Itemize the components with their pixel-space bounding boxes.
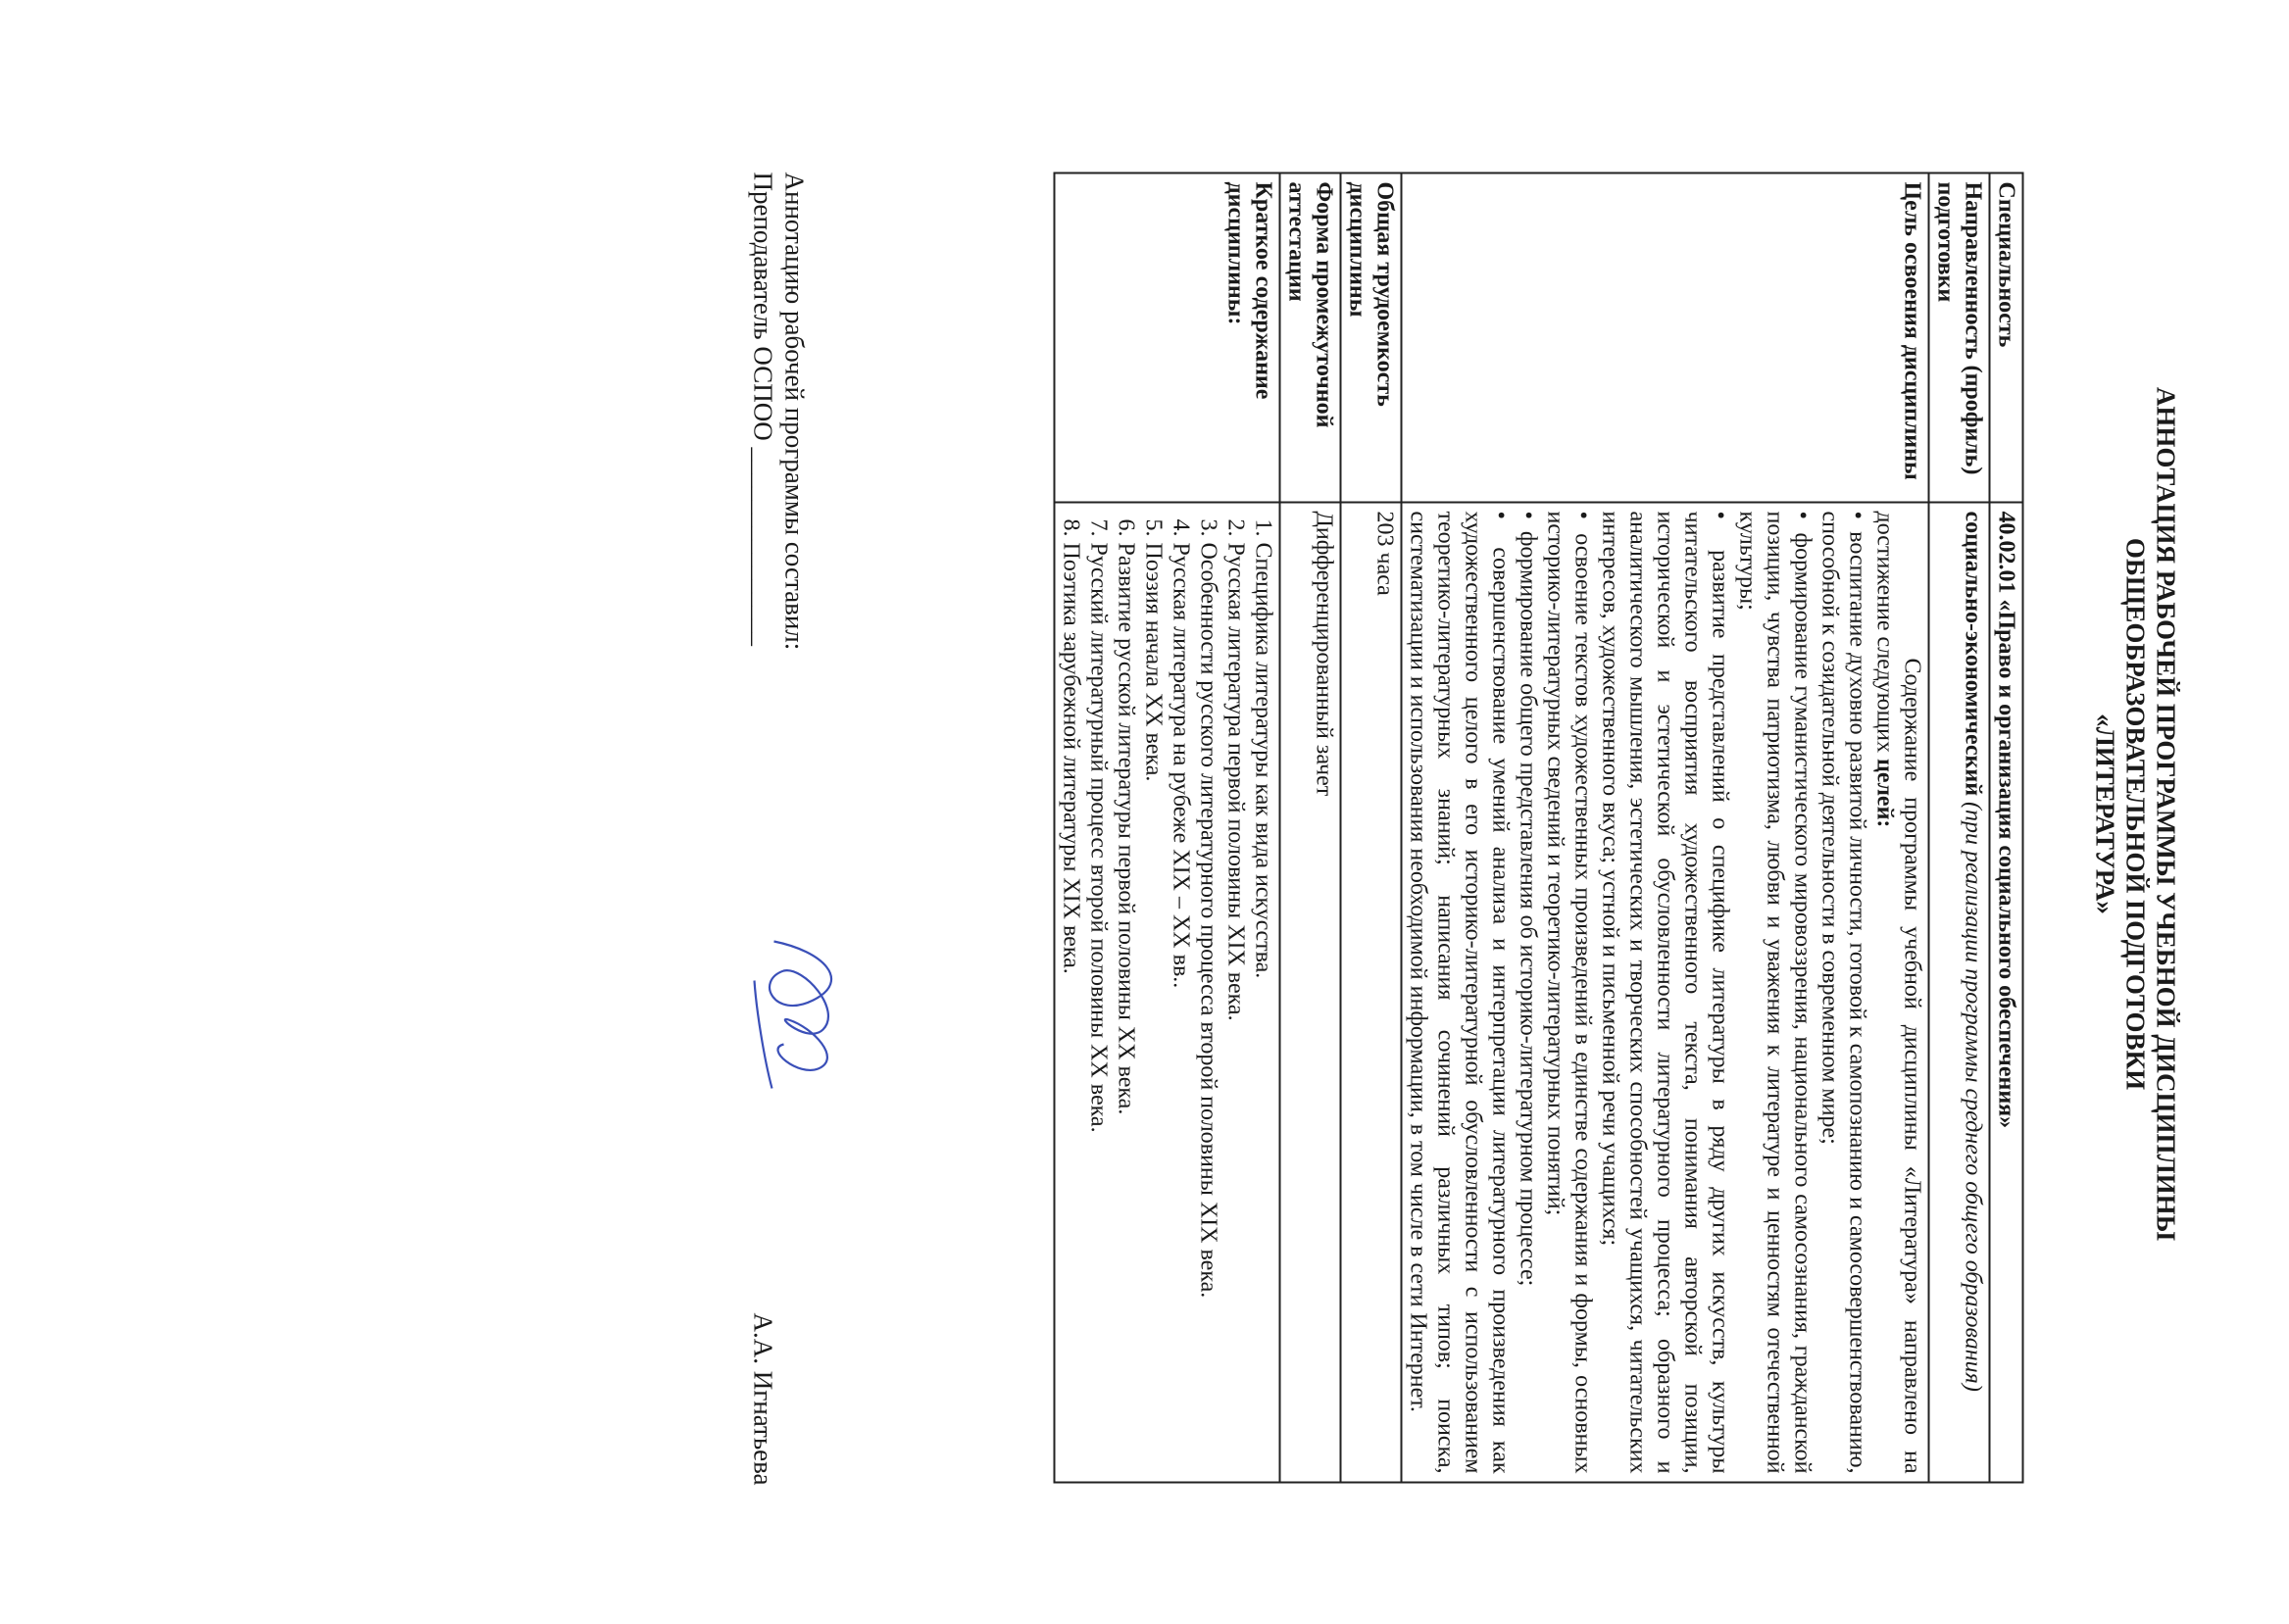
specialty-label: Специальность xyxy=(1990,173,2023,503)
annotation-table xyxy=(1054,172,2024,1484)
table-row-assessment xyxy=(1280,173,1341,1483)
specialty-value: 40.02.01 «Право и организация социального обеспечения» xyxy=(1990,503,2023,1483)
assessment-value: Дифференцированный зачет xyxy=(1280,503,1341,1483)
title-line-1: АННОТАЦИЯ РАБОЧЕЙ ПРОГРАММЫ УЧЕБНОЙ ДИСЦИПЛИНЫ xyxy=(2151,386,2181,1242)
topic-item: 2. Русская литература первой половины XIX века. xyxy=(1222,543,1250,1474)
goal-item: • развитие представлений о специфике литературы в ряду других искусств, культуры читательского восприятия художественного текста, понимания авторской позиции, исторической и эстетической обусловленности литературного процесса; образного и аналитического мышления, эстетических и творческих способностей учащихся, читательских интересов, художественного вкуса; устной и письменной речи учащихся; xyxy=(1597,512,1734,1474)
profile-label: Направленность (профиль) подготовки xyxy=(1929,173,1990,503)
topics-list xyxy=(1058,512,1277,1474)
content-label: Краткое содержание дисциплины: xyxy=(1055,173,1280,503)
table-row-profile xyxy=(1929,173,1990,1483)
footer xyxy=(748,172,811,1486)
topic-item: 8. Поэтика зарубежной литературы XIX века. xyxy=(1058,543,1085,1474)
teacher-line xyxy=(748,172,779,1486)
workload-label: Общая трудоемкость дисциплины xyxy=(1341,173,1402,503)
profile-value-main: социально-экономический xyxy=(1960,511,1986,797)
title-line-2: ОБЩЕОБРАЗОВАТЕЛЬНОЙ ПОДГОТОВКИ xyxy=(2120,537,2151,1091)
goals-list xyxy=(1405,512,1871,1474)
content-value xyxy=(1055,503,1280,1483)
goal-item: • совершенствование умений анализа и интерпретации литературного произведения как художественного целого в его историко-литературной обусловленности с использованием теоретико-литературных знаний; написания сочинений различных типов; поиска, систематизации и использования необходимой информации, в том числе в сети Интернет. xyxy=(1405,512,1515,1474)
assessment-label: Форма промежуточной аттестации xyxy=(1280,173,1341,503)
goal-intro xyxy=(1871,512,1926,1474)
goal-item: • формирование общего представления об историко-литературном процессе; xyxy=(1515,512,1542,1474)
teacher-position xyxy=(748,172,779,646)
topic-item: 5. Поэзия начала XX века. xyxy=(1140,543,1168,1474)
workload-value: 203 часа xyxy=(1341,503,1402,1483)
document-page xyxy=(0,1,2289,1624)
goal-item: • освоение текстов художественных произведений в единстве содержания и формы, основных историко-литературных сведений и теоретико-литературных понятий; xyxy=(1542,512,1597,1474)
profile-value-note: (при реализации программы среднего общего образования) xyxy=(1960,802,1986,1392)
table-row-workload xyxy=(1341,173,1402,1483)
topic-item: 4. Русская литература на рубеже XIX – XX вв.. xyxy=(1168,543,1195,1474)
teacher-label: Преподаватель ОСПОО xyxy=(748,172,778,441)
document-title xyxy=(2090,148,2181,1481)
signature-blank: _______________ xyxy=(748,447,778,646)
goal-value xyxy=(1402,503,1929,1483)
table-row-specialty xyxy=(1990,173,2023,1483)
table-row-goal xyxy=(1402,173,1929,1483)
topic-item: 6. Развитие русской литературы первой половины XX века. xyxy=(1113,543,1140,1474)
title-line-3: «ЛИТЕРАТУРА» xyxy=(2090,714,2120,914)
topic-item: 1. Специфика литературы как вида искусства. xyxy=(1250,543,1277,1474)
goal-item: • воспитание духовно развитой личности, готовой к самопознанию и самосовершенствованию, способной к созидательной деятельности в современном мире; xyxy=(1816,512,1871,1474)
profile-value xyxy=(1929,503,1990,1483)
goal-label: Цель освоения дисциплины xyxy=(1402,173,1929,503)
teacher-name: А.А. Игнатьева xyxy=(748,1312,778,1486)
compiled-by: Аннотацию рабочей программы составил: xyxy=(779,172,810,651)
table-row-content xyxy=(1055,173,1280,1483)
goal-intro-bold: целей: xyxy=(1871,758,1898,828)
goal-intro-text: Содержание программы учебной дисциплины «Литература» направлено на достижение следующих xyxy=(1871,511,1925,1474)
topic-item: 7. Русский литературный процесс второй половины XX века. xyxy=(1085,543,1113,1474)
goal-item: • формирование гуманистического мировоззрения, национального самосознания, гражданской позиции, чувства патриотизма, любви и уважения к литературе и ценностям отечественной культуры; xyxy=(1734,512,1816,1474)
topic-item: 3. Особенности русского литературного процесса второй половины XIX века. xyxy=(1195,543,1222,1474)
